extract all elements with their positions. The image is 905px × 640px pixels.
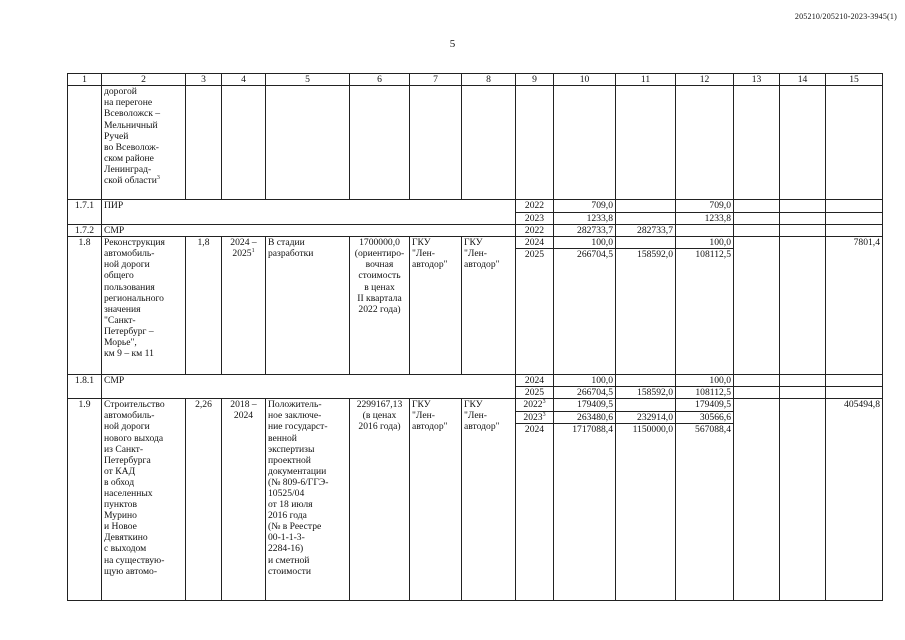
column-number: 8 [462,74,516,86]
table-row [68,86,883,200]
year-cell: 2023 [516,212,554,224]
federal-cell [616,399,676,411]
regional-cell: 100,0 [676,237,734,249]
year-cell: 2022$^3$ [516,399,554,411]
column-number: 11 [616,74,676,86]
object-name-continuation: дорогой на перегоне Всеволожск – Мельничный Ручей во Всеволож- ском районе Ленинград- ской области$^3$ [102,86,186,200]
table-row [68,399,883,411]
length-cell: 1,8 [186,237,222,374]
column-number: 13 [734,74,780,86]
row-number: 1.7.2 [68,224,102,236]
federal-cell: 158592,0 [616,249,676,374]
total-cell: 179409,5 [554,399,616,411]
regional-cell: 100,0 [676,374,734,386]
object-name: Строительство автомобиль- ной дороги нового выхода из Санкт- Петербурга от КАД в обход населенных пунктов Мурино и Новое Девяткино с выходом на существую- щую автомо- [102,399,186,601]
period-cell: 2018 – 2024 [222,399,266,601]
customer-cell: ГКУ "Лен- автодор" [410,237,462,374]
total-cell: 282733,7 [554,224,616,236]
year-cell: 2024 [516,374,554,386]
column-number: 5 [266,74,350,86]
document-status-cell: В стадии разработки [266,237,350,374]
year-cell: 2022 [516,224,554,236]
year-cell: 2024 [516,423,554,600]
federal-cell [616,237,676,249]
column-number: 3 [186,74,222,86]
row-number: 1.8.1 [68,374,102,399]
column-number: 7 [410,74,462,86]
column-number: 1 [68,74,102,86]
regional-cell: 108112,5 [676,386,734,398]
customer-cell: ГКУ "Лен- автодор" [410,399,462,601]
row-number: 1.8 [68,237,102,374]
remaining-cell: 7801,4 [826,237,883,374]
total-cell: 263480,6 [554,411,616,423]
total-cell: 709,0 [554,200,616,212]
column-number: 4 [222,74,266,86]
total-cell: 1233,8 [554,212,616,224]
table-row [68,374,883,386]
column-number: 10 [554,74,616,86]
period-cell: 2024 – 2025$^1$ [222,237,266,374]
remaining-cell: 405494,8 [826,399,883,601]
federal-cell: 1150000,0 [616,423,676,600]
column-number: 9 [516,74,554,86]
stage-label: ПИР [102,200,516,225]
cost-cell: 2299167,13 (в ценах 2016 года) [350,399,410,601]
regional-cell: 179409,5 [676,399,734,411]
federal-cell [616,374,676,386]
builder-cell: ГКУ "Лен- автодор" [462,237,516,374]
page-number: 5 [449,38,456,50]
regional-cell: 108112,5 [676,249,734,374]
regional-cell: 567088,4 [676,423,734,600]
year-cell: 2022 [516,200,554,212]
column-number: 14 [780,74,826,86]
column-number: 15 [826,74,883,86]
register-table [67,73,883,601]
total-cell: 266704,5 [554,249,616,374]
row-number: 1.9 [68,399,102,601]
total-cell: 1717088,4 [554,423,616,600]
column-number: 12 [676,74,734,86]
year-cell: 2023$^3$ [516,411,554,423]
federal-cell: 158592,0 [616,386,676,398]
document-id: 205210/205210-2023-3945(1) [794,12,897,21]
regional-cell: 30566,6 [676,411,734,423]
federal-cell: 232914,0 [616,411,676,423]
year-cell: 2025 [516,386,554,398]
builder-cell: ГКУ "Лен- автодор" [462,399,516,601]
table-row [68,224,883,236]
stage-label: СМР [102,224,516,236]
length-cell: 2,26 [186,399,222,601]
document-status-cell: Положитель- ное заключе- ние государст- венной экспертизы проектной документации (№ 809-6/ГГЭ- 10525/04 от 18 июля 2016 года (№ в Реестре 00-1-1-3- 2284-16) и сметной стоимости [266,399,350,601]
total-cell: 100,0 [554,374,616,386]
stage-label: СМР [102,374,516,399]
column-number: 6 [350,74,410,86]
row-number: 1.7.1 [68,200,102,225]
object-name: Реконструкция автомобиль- ной дороги общего пользования регионального значения "Санкт- Петербург – Морье", км 9 – км 11 [102,237,186,374]
table-row [68,200,883,212]
year-cell: 2024 [516,237,554,249]
cost-cell: 1700000,0 (ориентиро- вочная стоимость в ценах II квартала 2022 года) [350,237,410,374]
total-cell: 100,0 [554,237,616,249]
federal-cell: 282733,7 [616,224,676,236]
regional-cell: 709,0 [676,200,734,212]
table-row [68,237,883,249]
regional-cell: 1233,8 [676,212,734,224]
total-cell: 266704,5 [554,386,616,398]
column-number: 2 [102,74,186,86]
column-number-row [68,74,883,86]
year-cell: 2025 [516,249,554,374]
